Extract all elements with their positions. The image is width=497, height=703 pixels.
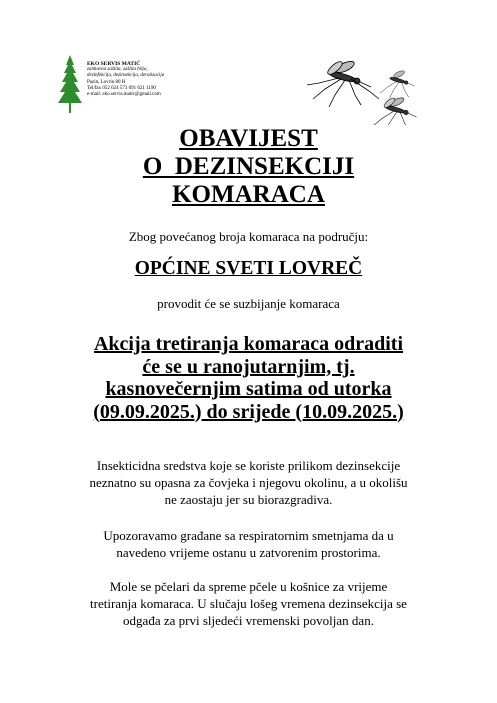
company-phone: Tel/fax 052 624 573 091 621 1190 [87, 85, 156, 91]
intro-text: Zbog povećanog broja komaraca na području: [128, 229, 369, 244]
paragraph-line: odgađa za prvi sljedeći vremenski povoljan dan. [123, 613, 374, 628]
insecticide-paragraph [40, 457, 457, 508]
mosquito-illustration-icon [305, 55, 450, 125]
company-line: zamtavna zaštita, zaštita bilja, [87, 67, 148, 73]
action-line: Akcija tretiranja komaraca odraditi [93, 333, 404, 355]
warning-paragraph [40, 527, 457, 561]
paragraph-line: Insekticidna sredstva koje se koriste prilikom dezinsekcije [96, 458, 401, 473]
municipality-name: OPĆINE SVETI LOVREČ [134, 258, 363, 279]
mosquito-icon [380, 69, 415, 98]
action-line: kasnovečernjim satima od utorka [105, 378, 392, 400]
paragraph-line: neznatno su opasna za čovjeka i njegovu okolinu, a u okolišu [89, 475, 408, 490]
notice-title [0, 125, 497, 209]
action-schedule [30, 333, 467, 423]
mosquito-icon [307, 59, 379, 107]
paragraph-line: ne zaostaju jer su biorazgradiva. [164, 492, 333, 507]
beekeepers-paragraph [40, 578, 457, 629]
action-line: će se u ranojutarnjim, tj. [142, 355, 355, 378]
suppression-text: provodit će se suzbijanje komaraca [157, 296, 340, 311]
paragraph-line: tretiranja komaraca. U slučaju lošeg vremena dezinsekcija se [90, 596, 407, 611]
action-line: (09.09.2025.) do srijede (10.09.2025.) [93, 400, 404, 423]
company-email: e-mail: eko.servis.matic@gmail.com [87, 92, 161, 98]
company-info [87, 61, 164, 98]
title-line: KOMARACA [172, 181, 325, 208]
paragraph-line: navedeno vrijeme ostanu u zatvorenim prostorima. [116, 545, 381, 560]
title-line: OBAVIJEST [179, 125, 318, 152]
company-address: Pazin, Lovrin 80 H [87, 79, 126, 85]
company-line: dezinfekcija, dezinsekcija, deratizacija [87, 73, 165, 79]
pine-tree-logo-icon [57, 55, 83, 117]
mosquito-icon [373, 96, 417, 125]
company-header [57, 55, 257, 125]
paragraph-line: Mole se pčelari da spreme pčele u košnice za vrijeme [109, 579, 388, 594]
paragraph-line: Upozoravamo građane sa respiratornim smetnjama da u [103, 528, 394, 543]
company-name: EKO SERVIS MATIĆ [87, 61, 141, 67]
title-line: O DEZINSEKCIJI [142, 153, 355, 180]
